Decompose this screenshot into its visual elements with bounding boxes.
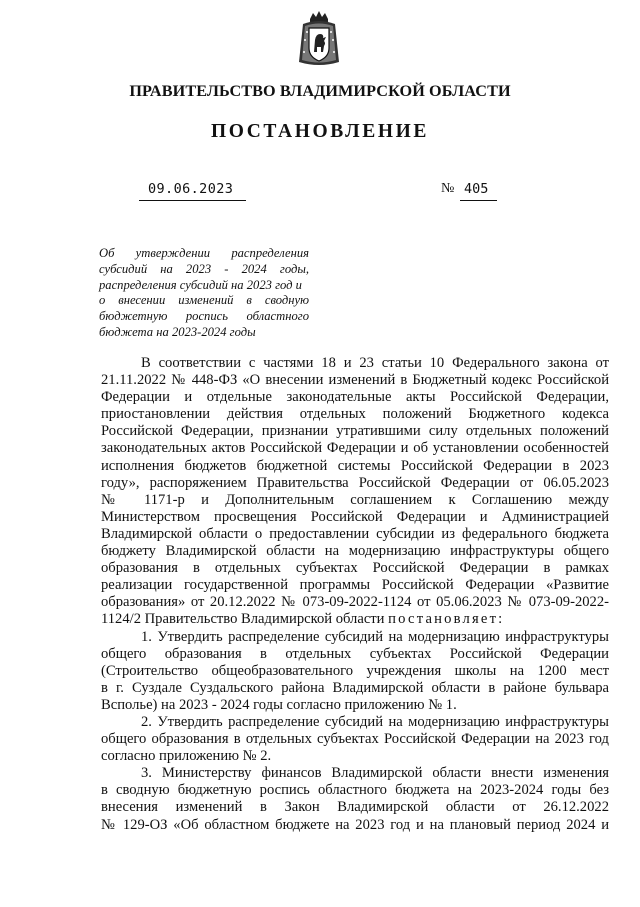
body-line: № 129-ОЗ «Об областном бюджете на 2023 год и на плановый период 2024 и	[101, 816, 609, 833]
subject-line: бюджетную роспись областного	[99, 309, 309, 324]
body-line-text: 1124/2 Правительство Владимирской области	[101, 611, 385, 628]
decree-verb: постановляет:	[388, 611, 505, 628]
body-line: образования в отдельных субъектах Российской Федерации в рамках	[101, 560, 609, 577]
subject-line: субсидий на 2023 - 2024 годы,	[99, 261, 309, 276]
body-line: Всполье) на 2023 - 2024 годы согласно приложению № 1.	[101, 696, 457, 713]
body-line: году», распоряжением Правительства Российской Федерации от 06.05.2023	[101, 474, 609, 491]
body-line: 21.11.2022 № 448-ФЗ «О внесении изменений в Бюджетный кодекс Российской	[101, 372, 609, 389]
body-line: Министерством просвещения Российской Федерации и Администрацией	[101, 508, 609, 525]
body-line: В соответствии с частями 18 и 23 статьи 10 Федерального закона от	[141, 355, 609, 371]
body-line: общего образования в отдельных субъектах Российской Федерации на 2023 год	[101, 731, 609, 748]
document-number: 405	[464, 181, 489, 197]
body-line: 2. Утвердить распределение субсидий на модернизацию инфраструктуры	[141, 713, 609, 730]
subject-line: бюджета на 2023-2024 годы	[99, 324, 256, 339]
body-line: (Строительство общеобразовательного учреждения школы на 1200 мест	[101, 662, 609, 679]
body-line: Российской Федерации, признании утратившими силу отдельных положений	[101, 423, 609, 440]
subject-line: распределения субсидий на 2023 год и	[99, 277, 302, 292]
body-line: исполнения бюджетов бюджетной системы Российской Федерации в 2023	[101, 457, 609, 474]
document-date-field	[139, 181, 246, 201]
document-body	[101, 355, 609, 834]
body-line: № 1171-р и Дополнительным соглашением к Соглашению между	[101, 491, 609, 508]
body-line: в г. Суздале Суздальского района Владимирской области в районе бульвара	[101, 679, 609, 696]
document-date: 09.06.2023	[148, 181, 234, 197]
body-line: Владимирской области о предоставлении субсидии из федерального бюджета	[101, 525, 609, 542]
document-subject	[99, 246, 309, 341]
body-line	[101, 611, 609, 628]
body-line: законодательных актов Российской Федерации и об установлении особенностей	[101, 440, 609, 457]
body-line: бюджету Владимирской области на модернизацию инфраструктуры общего	[101, 543, 609, 560]
body-line: общего образования в отдельных субъектах Российской Федерации	[101, 645, 609, 662]
body-line: Федерации и отдельные законодательные акты Российской Федерации,	[101, 389, 609, 406]
number-label: №	[441, 181, 455, 196]
body-line: в сводную бюджетную роспись областного бюджета на 2023-2024 годы без	[101, 782, 609, 799]
document-number-field	[460, 181, 497, 201]
coat-of-arms-icon	[293, 10, 345, 68]
body-line: 3. Министерству финансов Владимирской области внести изменения	[141, 765, 609, 782]
document-type: ПОСТАНОВЛЕНИЕ	[210, 121, 430, 142]
body-line: приостановлении действия отдельных положений Бюджетного кодекса	[101, 406, 609, 423]
subject-line: о внесении изменений в сводную	[99, 293, 309, 308]
body-line: образования» от 20.12.2022 № 073-09-2022-1124 от 05.06.2023 № 073-09-2022-	[101, 594, 609, 611]
body-line: 1. Утвердить распределение субсидий на модернизацию инфраструктуры	[141, 628, 609, 645]
government-title: ПРАВИТЕЛЬСТВО ВЛАДИМИРСКОЙ ОБЛАСТИ	[129, 82, 511, 100]
body-line: согласно приложению № 2.	[101, 748, 272, 765]
body-line: реализации государственной программы Российской Федерации «Развитие	[101, 577, 609, 594]
subject-line: Об утверждении распределения	[99, 246, 309, 260]
body-line: внесения изменений в Закон Владимирской области от 26.12.2022	[101, 799, 609, 816]
